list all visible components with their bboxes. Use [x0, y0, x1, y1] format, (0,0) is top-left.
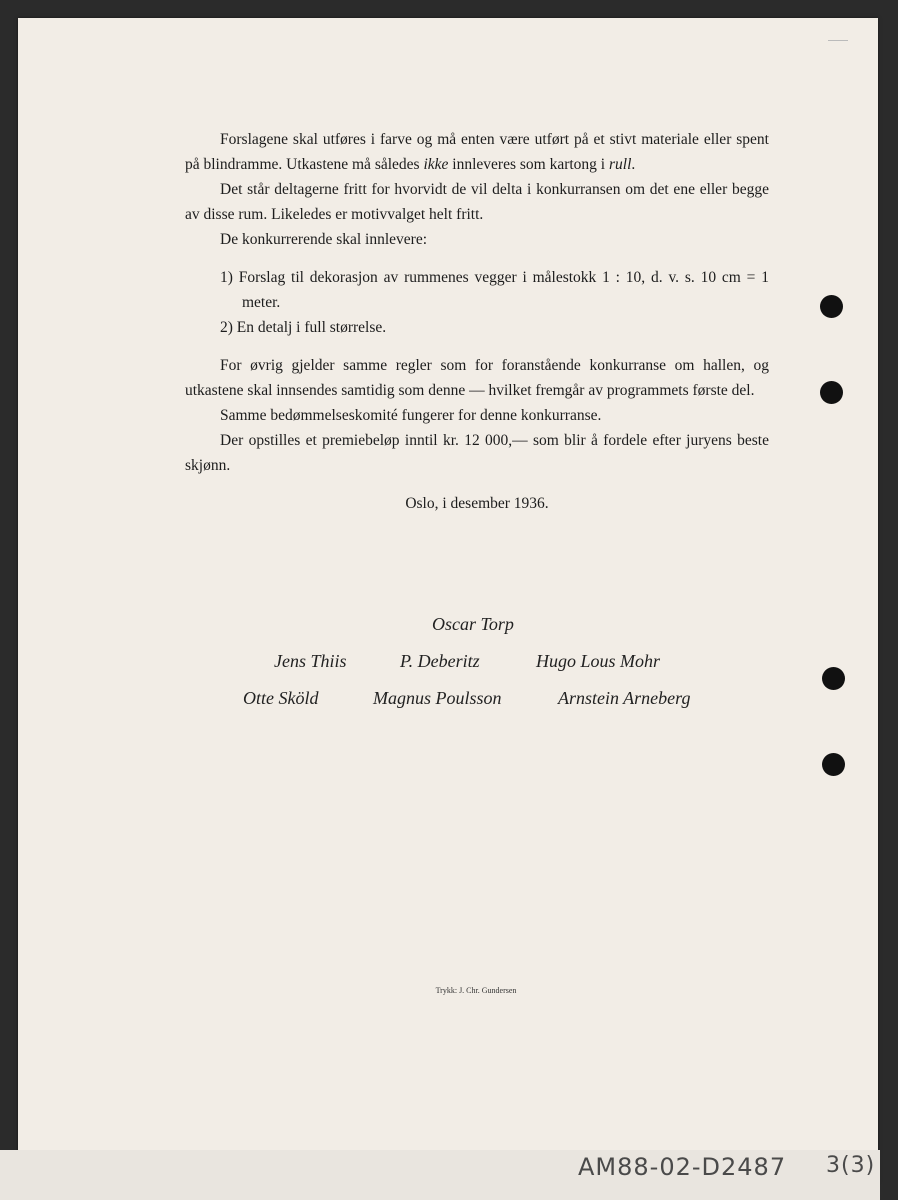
- paragraph-materials-text-a: Forslagene skal utføres i farve og må enten være utført på et stivt materiale eller spent på blindramme. Utkastene må således: [185, 131, 769, 173]
- paragraph-committee: Samme bedømmelseskomité fungerer for denne konkurranse.: [220, 407, 602, 424]
- emphasis-ikke: ikke: [423, 156, 449, 173]
- paragraph-materials-text-c: .: [631, 156, 636, 173]
- dateline: Oslo, i desember 1936.: [405, 495, 549, 512]
- punch-hole-3: [822, 667, 845, 690]
- signature-jens-thiis: Jens Thiis: [274, 651, 347, 671]
- body-text: [185, 127, 769, 516]
- punch-hole-2: [820, 381, 843, 404]
- paragraph-materials: [185, 127, 769, 177]
- submission-list: [185, 265, 769, 340]
- printer-credit: Trykk: J. Chr. Gundersen: [435, 986, 517, 995]
- emphasis-rull: rull: [608, 156, 632, 173]
- archive-page-number: 3(3): [826, 1153, 876, 1178]
- archive-reference: AM88-02-D2487: [578, 1153, 787, 1181]
- paragraph-prize: Der opstilles et premiebeløp inntil kr. 12 000,— som blir å fordele efter juryens beste skjønn.: [185, 432, 769, 474]
- paragraph-participation: Det står deltagerne fritt for hvorvidt de vil delta i konkurransen om det ene eller begge av disse rum. Likeledes er motivvalget helt fritt.: [185, 181, 769, 223]
- punch-hole-4: [822, 753, 845, 776]
- punch-hole-1: [820, 295, 843, 318]
- signature-magnus-poulsson: Magnus Poulsson: [373, 688, 502, 708]
- list-item: 2) En detalj i full størrelse.: [220, 319, 387, 336]
- signature-arnstein-arneberg: Arnstein Arneberg: [558, 688, 691, 708]
- signature-otte-skold: Otte Sköld: [243, 688, 319, 708]
- signature-p-deberitz: P. Deberitz: [400, 651, 480, 671]
- corner-mark: [828, 40, 848, 41]
- signature-hugo-lous-mohr: Hugo Lous Mohr: [536, 651, 661, 671]
- paragraph-materials-text-b: innleveres som kartong i: [448, 156, 609, 173]
- list-item: 1) Forslag til dekorasjon av rummenes vegger i målestokk 1 : 10, d. v. s. 10 cm = 1 meter.: [220, 269, 769, 311]
- signature-oscar-torp: Oscar Torp: [432, 614, 514, 634]
- paragraph-submission-intro: De konkurrerende skal innlevere:: [220, 231, 428, 248]
- paragraph-rules: For øvrig gjelder samme regler som for foranstående konkurranse om hallen, og utkastene skal innsendes samtidig som denne — hvilket fremgår av programmets første del.: [185, 357, 769, 399]
